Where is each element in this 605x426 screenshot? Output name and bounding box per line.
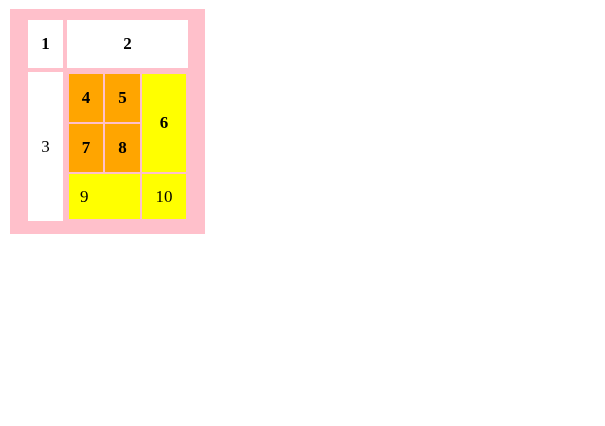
grid-cell-8: 8 [105,124,140,172]
grid-cell-5: 5 [105,74,140,122]
grid-cell-3: 3 [28,72,63,221]
grid-cell-7: 7 [69,124,103,172]
grid-cell-9: 9 [69,174,140,219]
grid-cell-6: 6 [142,74,186,172]
grid-cell-4: 4 [69,74,103,122]
grid-cell-10: 10 [142,174,186,219]
grid-cell-1: 1 [28,20,63,68]
grid-cell-2: 2 [67,20,188,68]
